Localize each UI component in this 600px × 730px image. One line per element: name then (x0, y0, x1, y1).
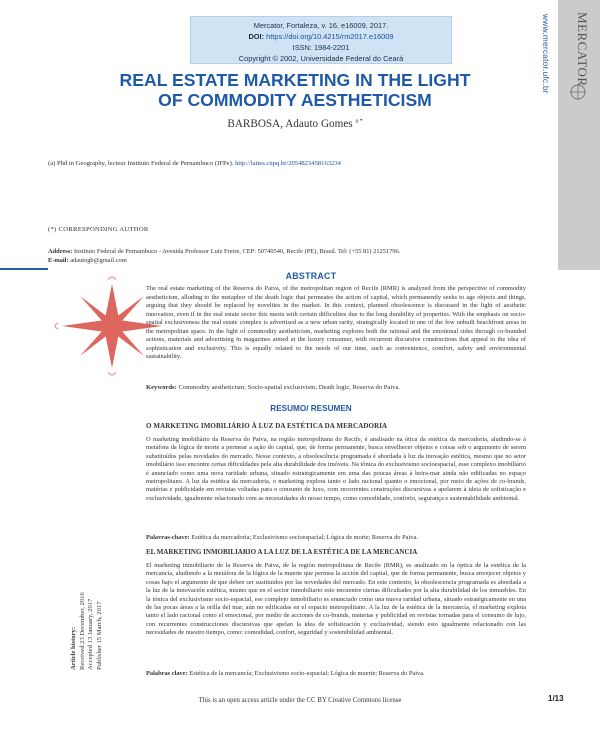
side-url-link[interactable]: www.mercator.ufc.br (541, 14, 551, 94)
abstract-body: The real estate marketing of the Reserva do Paiva, of the metropolitan region of Recife (RMR) is analyzed from the perspective of commodity aestheticism, alluding to the metaphor of the death logic that permeates the action of capital, which permanently seeks to age objects and things, arguing that they should be replaced by novelties in the market. In this context, planned obsolescence is discussed in the light of aesthetic innovation, even if in the real estate sector this meets with certain difficulties due to the long durability of properties. With the emphasis on socio-spatial exclusiveness the real estate complex is advertised as a new urban rarity, strategically located in one of the few unbuilt beachfront areas in the metropolitan space. In the light of commodity aestheticism, marketing explores both the rational and the emotional sides through co-branded actions, materials and advertising in magazines aimed at the luxury consumer, with recurrent discursive constructions that appeal to the idea of sophistication and exclusivity. This is equally related to the needs of our time, such as convenience, comfort, safety and environmental sustainability. (146, 285, 526, 360)
doi-label: DOI: (248, 32, 265, 41)
portuguese-keywords (146, 534, 526, 541)
page-number: 1/13 (548, 694, 564, 703)
title-line-1: REAL ESTATE MARKETING IN THE LIGHT (119, 70, 471, 90)
article-title (70, 70, 520, 110)
author (70, 118, 520, 130)
doi-link[interactable]: https://doi.org/10.4215/rm2017.e16009 (266, 32, 394, 41)
doi-line (191, 31, 451, 42)
spanish-keywords (146, 670, 526, 677)
author-name: BARBOSA, Adauto Gomes (227, 118, 353, 130)
svg-text:MERCATOR: MERCATOR (575, 12, 590, 87)
keywords (146, 384, 526, 391)
journal-header-box (190, 16, 452, 64)
affiliation-link[interactable]: http://lattes.cnpq.br/2054823458163234 (235, 160, 341, 167)
article-history-rotated (70, 540, 104, 670)
pt-keywords-text: Estética da mercadoria; Exclusivismo socioespacial; Lógica de morte; Reserva do Paiva. (191, 534, 418, 541)
history-title: Article history: (70, 626, 77, 670)
author-mark: a * (355, 118, 363, 125)
keywords-text: Commodity aestheticism; Socio-spatial exclusivism; Death logic, Reserva do Paiva. (178, 384, 401, 391)
affiliation (48, 160, 528, 167)
keywords-label: Keywords: (146, 384, 177, 391)
section-divider (0, 268, 48, 270)
copyright: Copyright © 2002, Universidade Federal do Ceará (238, 54, 404, 63)
history-received: Received 23 December, 2016 (78, 592, 86, 670)
license-footer: This is an open access article under the CC BY Creative Commons license (198, 697, 402, 704)
corresponding-author-heading: (*) CORRESPONDING AUTHOR (48, 226, 149, 233)
es-keywords-label: Palabras clave: (146, 670, 188, 677)
history-accepted: Accepted 13 January, 2017 (87, 598, 94, 670)
corresponding-address (48, 247, 528, 256)
spanish-title: EL MARKETING INMOBILIARIO A LA LUZ DE LA ESTÉTICA DE LA MERCANCIA (146, 548, 418, 556)
article-history (70, 540, 118, 670)
pt-keywords-label: Palavras-chave: (146, 534, 190, 541)
corresponding-email (48, 257, 127, 264)
journal-citation: Mercator, Fortaleza, v. 16, e16009, 2017. (253, 21, 389, 30)
address-label: Address: (48, 248, 73, 255)
address-text: Instituto Federal de Pernambuco - Avenida Professor Luiz Freire, CEP: 50740540, Recife (PE), Brasil. Tel: (+55 81) 21251796. (74, 248, 401, 255)
affiliation-text: (a) Phd in Geography, lecteur Instituto Federal de Pernambuco (IFPe). (48, 160, 234, 167)
es-keywords-text: Estética de la mercancía; Exclusivismo socio-espacial; Lógica de muerte; Reserva do Paiva. (189, 670, 425, 677)
spanish-body: El marketing inmobiliario de la Reserva de Paiva, de la región metropolitana de Recife (RMR), es analizado en la óptica de la estética de la mercancía, aludiendo a la metáfora de la lógica de la muerte que permea la acción del capital, que de forma permanente, busca envejecer objetos y cosas bajo el argumento de que deben ser sustituidos por las novedades del mercado. En este contexto, la obsolescencia programada es abordada a la luz de la innovación estética, mismo que en el sector inmobiliario esto encuentre ciertas dificultades por la alta durabilidad de los inmuebles. En la tónica del exclusivismo socio-espacial, ese complejo inmobiliario es enunciado como una nueva raridad urbana, situado estratégicamente en una de las pocas áreas a la orilla del mar, aún no edificadas en el espacio metropolitano. A la luz de la estética de la mercancía, el marketing explota tanto el lado racional como el emocional, por medio de acciones de co-brands, materias y publicidad en revistas tornadas para el consumo de lujo, con recurrentes construcciones discursivas que apelan la idea de sofisticación y exclusividad, siendo esto igualmente relacionado con las necesidades de nuestro tiempo, como: comodidad, confort, seguridad y sostenibilidad ambiental. (146, 562, 526, 637)
issn: ISSN: 1984-2201 (292, 43, 350, 52)
history-published: Publisher 15 March, 2017 (95, 601, 103, 670)
abstract-heading: ABSTRACT (285, 271, 337, 281)
portuguese-title: O MARKETING IMOBILIÁRIO À LUZ DA ESTÉTICA DA MERCADORIA (146, 422, 388, 430)
resumo-heading: RESUMO/ RESUMEN (270, 404, 352, 413)
email-label: E-mail: (48, 257, 69, 264)
title-line-2: OF COMMODITY AESTHETICISM (158, 90, 432, 110)
portuguese-body: O marketing imobiliário da Reserva do Paiva, na região metropolitana do Recife, é analisado na ótica da estética da mercadoria, aludindo-se à metáfora da lógica de morte a permear a ação do capital, que, de forma permanente, busca envelhecer objetos e coisas sob o argumento de serem substituídos pelas novidades do mercado. Nesse contexto, a obsolescência programada é abordada à luz da inovação estética, mesmo que no setor imobiliário isso encontre certas dificuldades pela alta durabilidade dos imóveis. Na tônica do exclusivismo socioespacial, esse complexo imobiliário é anunciado como uma nova raridade urbana, situado estrategicamente em uma das poucas áreas à beira-mar ainda não edificadas no espaço metropolitano. A luz da estética da mercadoria, o marketing explora tanto o lado racional quanto o emocional, por meio de ações de co-brands, matérias e publicidade em revistas voltadas para o consumo de luxo, com recorrentes construções discursivas a apelarem à ideia de sofisticação e exclusividade, igualmente relacionado com as necessidades do nosso tempo, como comodidade, conforto, segurança e sustentabilidade ambiental. (146, 436, 526, 502)
email-link[interactable]: adautogb@gmail.com (70, 257, 127, 264)
mercator-logo-icon (562, 6, 594, 106)
